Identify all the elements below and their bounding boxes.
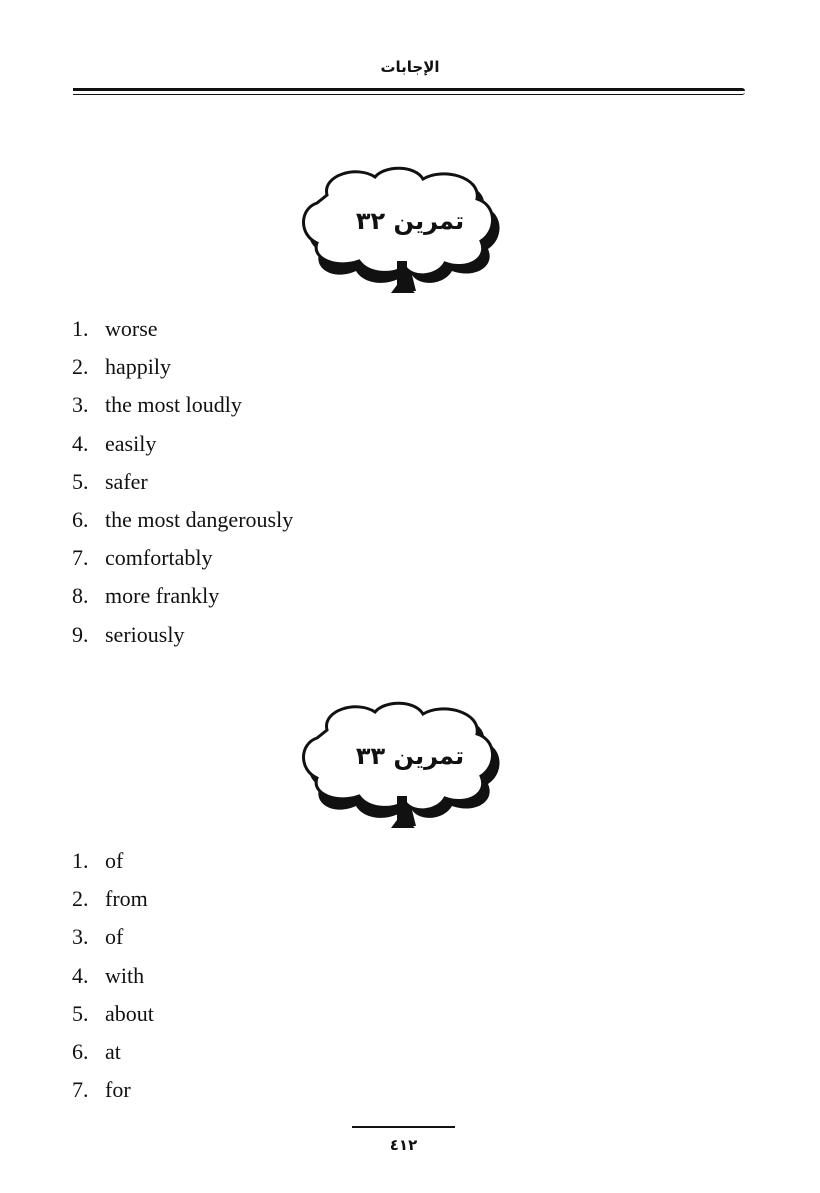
item-number: 4. — [72, 430, 89, 456]
item-text: easily — [105, 430, 157, 456]
list-item — [72, 348, 293, 386]
exercise-33-title: تمرين ٣٣ — [355, 742, 465, 770]
list-item — [72, 310, 293, 348]
exercise-32-title: تمرين ٣٢ — [355, 207, 465, 235]
item-text: safer — [105, 468, 148, 494]
item-number: 6. — [72, 506, 89, 532]
list-item — [72, 616, 293, 654]
item-text: the most loudly — [105, 392, 242, 418]
running-head-title: الإجابات — [380, 58, 440, 76]
item-number: 5. — [72, 468, 89, 494]
item-text: about — [105, 1000, 154, 1026]
item-number: 3. — [72, 392, 89, 418]
footer-rule — [352, 1126, 455, 1128]
header-rule — [73, 88, 745, 95]
list-item — [72, 1033, 154, 1071]
list-item — [72, 539, 293, 577]
list-item — [72, 995, 154, 1033]
item-text: for — [105, 1077, 131, 1103]
item-text: the most dangerously — [105, 506, 294, 532]
item-number: 1. — [72, 316, 89, 341]
list-item — [72, 501, 293, 539]
list-item — [72, 842, 154, 880]
item-text: comfortably — [105, 545, 213, 571]
item-number: 9. — [72, 621, 89, 647]
list-item — [72, 918, 154, 956]
item-number: 4. — [72, 962, 89, 988]
exercise-33-answers — [72, 842, 154, 1109]
list-item — [72, 1071, 154, 1109]
exercise-32-answers — [72, 310, 293, 654]
item-text: seriously — [105, 621, 185, 647]
list-item — [72, 463, 293, 501]
item-number: 7. — [72, 1077, 89, 1103]
item-number: 6. — [72, 1038, 89, 1064]
item-number: 1. — [72, 848, 89, 873]
item-text: with — [105, 962, 145, 988]
list-item — [72, 386, 293, 424]
item-text: at — [105, 1038, 121, 1064]
exercise-33-badge — [297, 700, 517, 830]
list-item — [72, 577, 293, 615]
page-number: ٤١٢ — [389, 1136, 418, 1154]
item-text: more frankly — [105, 583, 220, 609]
item-number: 2. — [72, 886, 89, 912]
item-number: 2. — [72, 354, 89, 380]
item-text: from — [105, 886, 148, 912]
item-text: worse — [105, 316, 158, 341]
item-number: 3. — [72, 924, 89, 950]
item-text: of — [105, 848, 124, 873]
item-number: 5. — [72, 1000, 89, 1026]
item-text: happily — [105, 354, 171, 380]
item-number: 7. — [72, 545, 89, 571]
list-item — [72, 425, 293, 463]
list-item — [72, 880, 154, 918]
item-number: 8. — [72, 583, 89, 609]
exercise-32-badge — [297, 165, 517, 295]
item-text: of — [105, 924, 124, 950]
list-item — [72, 957, 154, 995]
